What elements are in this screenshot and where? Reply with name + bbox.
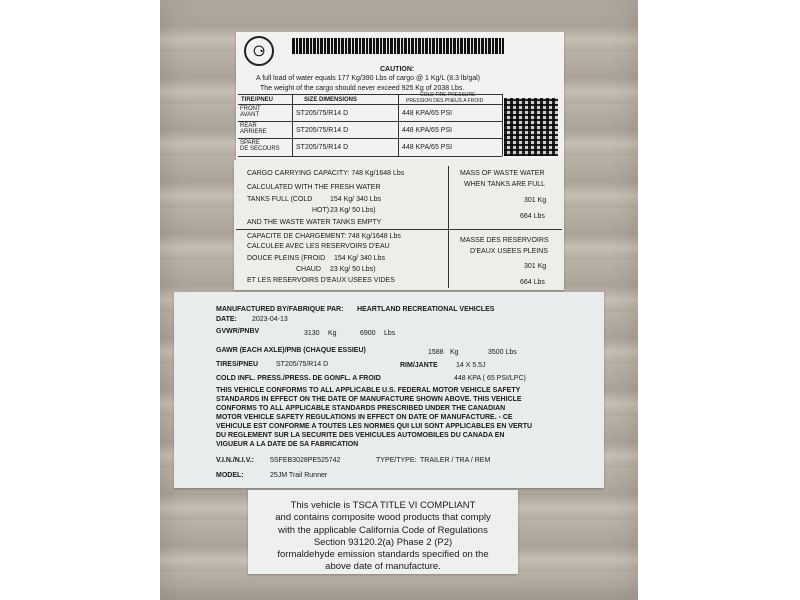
caution-title: CAUTION:	[380, 66, 415, 73]
date-label: DATE:	[216, 316, 237, 323]
gvwr-kg-unit: Kg	[328, 330, 337, 337]
waste-fr-val1: 301 Kg	[524, 263, 547, 270]
caution-line1: A full load of water equals 177 Kg/390 Lbs of cargo @ 1 Kg/L (8.3 lb/gal)	[256, 75, 480, 82]
waste-en-line1: MASS OF WASTE WATER	[460, 170, 545, 177]
cargo-fr-line2: CALCULEE AVEC LES RESERVOIRS D'EAU	[247, 243, 390, 250]
cargo-fr-line3: DOUCE PLEINS (FROID	[247, 255, 326, 262]
cold-press-value: 448 KPA ( 65 PSI/LPC)	[454, 375, 526, 382]
cargo-fr-line4-val: 23 Kg/ 50 Lbs)	[330, 266, 376, 273]
waste-en-val1: 301 Kg	[524, 197, 547, 204]
type-label: TYPE/TYPE:	[376, 457, 417, 464]
cold-press-label: COLD INFL. PRESS./PRESS. DE GONFL. A FROID	[216, 375, 381, 382]
gawr-lbs: 3500 Lbs	[488, 349, 517, 356]
col-size: SIZE DIMENSIONS	[304, 97, 358, 103]
vin-label: V.I.N./N.I.V.:	[216, 457, 254, 464]
tire-loading-info-banner	[292, 38, 504, 54]
col-pressure-1: COLD TIRE PRESSURE	[420, 92, 476, 98]
statement-line-1: THIS VEHICLE CONFORMS TO ALL APPLICABLE U.S. FEDERAL MOTOR VEHICLE SAFETY	[216, 387, 521, 394]
gvwr-lbs: 6900	[360, 330, 376, 337]
gvwr-lbs-unit: Lbs	[384, 330, 396, 337]
cargo-fr-line1: CAPACITE DE CHARGEMENT: 748 Kg/1648 Lbs	[247, 233, 401, 240]
cargo-en-line2: CALCULATED WITH THE FRESH WATER	[247, 184, 381, 191]
row-rear-pos2: ARRIERE	[240, 129, 267, 135]
waste-fr-val2: 664 Lbs	[520, 279, 545, 286]
tsca-text	[252, 500, 514, 574]
row-rear-pos1: REAR	[240, 123, 257, 129]
row-spare-pos1: SPARE	[240, 140, 260, 146]
tires-value: ST205/75/R14 D	[276, 361, 329, 368]
rim-value: 14 X 5.5J	[456, 362, 486, 369]
row-rear-pressure: 448 KPA/65 PSI	[402, 127, 453, 134]
statement-line-4: MOTOR VEHICLE SAFETY REGULATIONS IN EFFECT ON DATE OF MANUFACTURE. - CE	[216, 414, 513, 421]
statement-line-5: VEHICULE EST CONFORME A TOUTES LES NORMES QUI LUI SONT APPLICABLES EN VERTU	[216, 423, 533, 430]
gawr-kg-unit: Kg	[450, 349, 459, 356]
cargo-en-line3-val: 154 Kg/ 340 Lbs	[330, 196, 381, 203]
gawr-label: GAWR (EACH AXLE)/PNB (CHAQUE ESSIEU)	[216, 347, 366, 354]
gvwr-label: GVWR/PNBV	[216, 328, 260, 335]
tsca-line-1: This vehicle is TSCA TITLE VI COMPLIANT	[290, 500, 476, 511]
cargo-en-line4: HOT)	[312, 207, 330, 214]
rim-label: RIM/JANTE	[400, 362, 438, 369]
waste-fr-line1: MASSE DES RESERVOIRS	[460, 237, 549, 244]
type-value: TRAILER / TRA / REM	[420, 457, 491, 464]
row-spare-pressure: 448 KPA/65 PSI	[402, 144, 453, 151]
cargo-fr-line3-val: 154 Kg/ 340 Lbs	[334, 255, 385, 262]
qr-code-icon	[504, 98, 558, 156]
row-front-pos1: FRONT	[240, 106, 261, 112]
row-front-size: ST205/75/R14 D	[296, 110, 349, 117]
gvwr-kg: 3130	[304, 330, 320, 337]
date-value: 2023-04-13	[252, 316, 288, 323]
cargo-fr-line4: CHAUD	[296, 266, 321, 273]
row-spare-pos2: DE SECOURS	[240, 146, 280, 152]
tsca-line-6: above date of manufacture.	[325, 561, 441, 573]
statement-line-7: VIGUEUR A LA DATE DE SA FABRICATION	[216, 441, 359, 448]
model-value: 25JM Trail Runner	[270, 472, 328, 479]
waste-en-line2: WHEN TANKS ARE FULL	[464, 181, 546, 188]
row-rear-size: ST205/75/R14 D	[296, 127, 349, 134]
cargo-en-line3: TANKS FULL (COLD	[247, 196, 313, 203]
row-front-pos2: AVANT	[240, 112, 260, 118]
row-spare-size: ST205/75/R14 D	[296, 144, 349, 151]
tire-logo-icon: ⚆	[244, 36, 274, 66]
model-label: MODEL:	[216, 472, 244, 479]
waste-en-val2: 664 Lbs	[520, 213, 545, 220]
gawr-kg: 1588	[428, 349, 444, 356]
statement-line-6: DU REGLEMENT SUR LA SECURITE DES VEHICULES AUTOMOBILES DU CANADA EN	[216, 432, 505, 439]
tsca-line-3: with the applicable California Code of Regulations	[278, 524, 488, 536]
statement-line-3: CONFORMS TO ALL APPLICABLE STANDARDS PRESCRIBED UNDER THE CANADIAN	[216, 405, 506, 412]
manufacturer-label: MANUFACTURED BY/FABRIQUE PAR:	[216, 306, 344, 313]
statement-line-2: STANDARDS IN EFFECT ON THE DATE OF MANUFACTURE SHOWN ABOVE. THIS VEHICLE	[216, 396, 522, 403]
vin-value: 5SFEB3028PE525742	[270, 457, 341, 464]
tsca-line-4: Section 93120.2(a) Phase 2 (P2)	[313, 536, 453, 548]
row-front-pressure: 448 KPA/65 PSI	[402, 110, 453, 117]
waste-fr-line2: D'EAUX USEES PLEINS	[470, 248, 548, 255]
cargo-fr-line5: ET LES RESERVOIRS D'EAUX USEES VIDES	[247, 277, 395, 284]
tsca-line-2: and contains composite wood products that comply	[275, 512, 491, 524]
tires-label: TIRES/PNEU	[216, 361, 259, 368]
tsca-line-5: formaldehyde emission standards specified on the	[277, 549, 489, 561]
col-position: TIRE/PNEU	[241, 97, 274, 103]
caution-line2: The weight of the cargo should never exceed 925 Kg of 2038 Lbs.	[260, 85, 465, 92]
col-pressure-2: PRESSION DES PNEUS A FROID	[406, 98, 484, 104]
manufacturer-value: HEARTLAND RECREATIONAL VEHICLES	[357, 306, 495, 313]
cargo-en-line5: AND THE WASTE WATER TANKS EMPTY	[247, 219, 382, 226]
cargo-en-line1: CARGO CARRYING CAPACITY: 748 Kg/1648 Lbs	[247, 170, 405, 177]
cargo-en-line4-val: 23 Kg/ 50 Lbs)	[330, 207, 376, 214]
